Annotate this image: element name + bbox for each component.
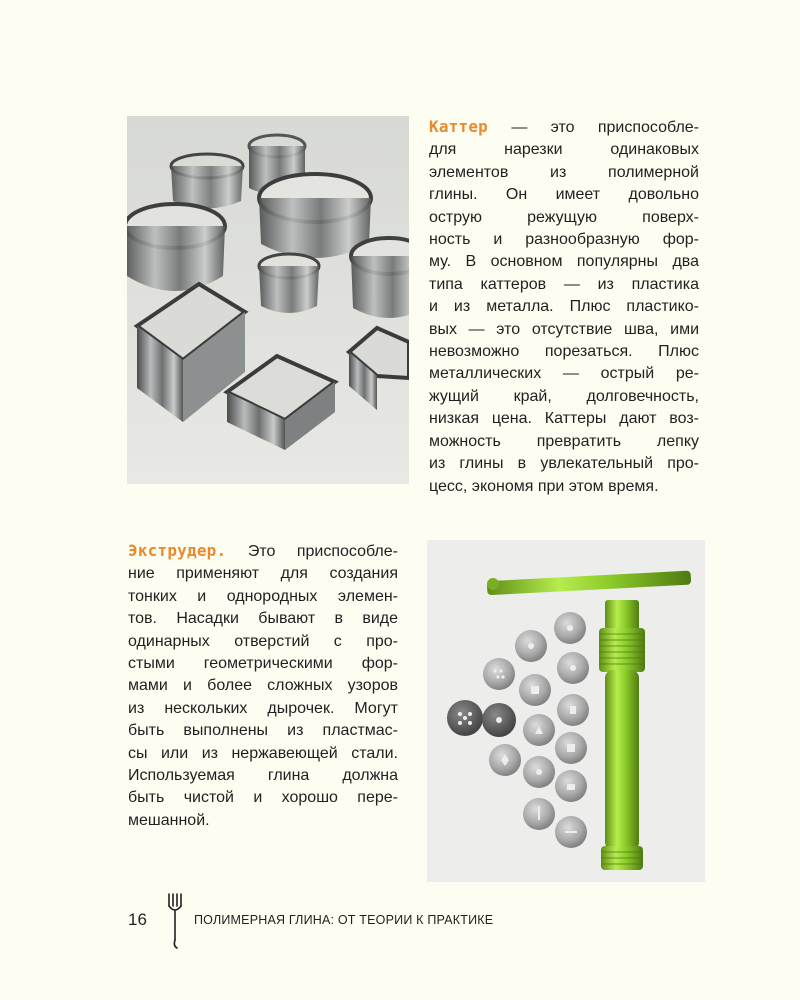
text-line: металлических — острый ре- (429, 365, 699, 383)
text-line: Используемая глина должна (128, 767, 398, 785)
text-line: для нарезки одинаковых (429, 141, 699, 159)
extruder-photo (427, 540, 705, 882)
text-line: мами и более сложных узоров (128, 677, 398, 695)
running-title: ПОЛИМЕРНАЯ ГЛИНА: ОТ ТЕОРИИ К ПРАКТИКЕ (194, 913, 494, 927)
text-line: острую режущую поверх- (429, 208, 699, 226)
text-line: одинарных отверстий с про- (128, 632, 398, 650)
extruder-illustration (427, 540, 705, 882)
text-line: низкая цена. Каттеры дают воз- (429, 410, 699, 428)
text-line: жущий край, долговечность, (429, 387, 699, 405)
cutters-illustration (127, 116, 409, 484)
text-line: можность превратить лепку (429, 432, 699, 450)
text-line: Это приспособле- (226, 543, 398, 560)
cutter-term: Каттер (429, 117, 488, 136)
text-line: типа каттеров — из пластика (429, 275, 699, 293)
text-line: мешанной. (128, 811, 210, 829)
cutter-paragraph (429, 116, 699, 498)
text-line: глины. Он имеет довольно (429, 186, 699, 204)
page-footer (128, 908, 548, 948)
text-line: вых — это отсутствие шва, ими (429, 320, 699, 338)
text-line: быть выполнены из пластмас- (128, 722, 398, 740)
text-line: из нескольких дырочек. Могут (128, 699, 398, 717)
text-line: стыми геометрическими фор- (128, 655, 398, 673)
text-line: из глины в увлекательный про- (429, 455, 699, 473)
text-line: му. В основном популярны два (429, 253, 699, 271)
text-line: невозможно порезаться. Плюс (429, 343, 699, 361)
page-number: 16 (128, 910, 147, 929)
text-line: и из металла. Плюс пластико- (429, 298, 699, 316)
cutters-photo (127, 116, 409, 484)
text-line: сы или из нержавеющей стали. (128, 744, 398, 762)
text-line: элементов из полимерной (429, 163, 699, 181)
text-line: — это приспособле- (488, 119, 699, 136)
text-line: ность и разнообразную фор- (429, 231, 699, 249)
extruder-term: Экструдер. (128, 541, 227, 560)
text-line: тонких и однородных элемен- (128, 587, 398, 605)
extruder-paragraph (128, 540, 398, 832)
text-line: ние применяют для создания (128, 565, 398, 583)
text-line: быть чистой и хорошо пере- (128, 789, 398, 807)
text-line: тов. Насадки бывают в виде (128, 610, 398, 628)
text-line: цесс, экономя при этом время. (429, 477, 659, 495)
fork-icon (164, 892, 186, 950)
